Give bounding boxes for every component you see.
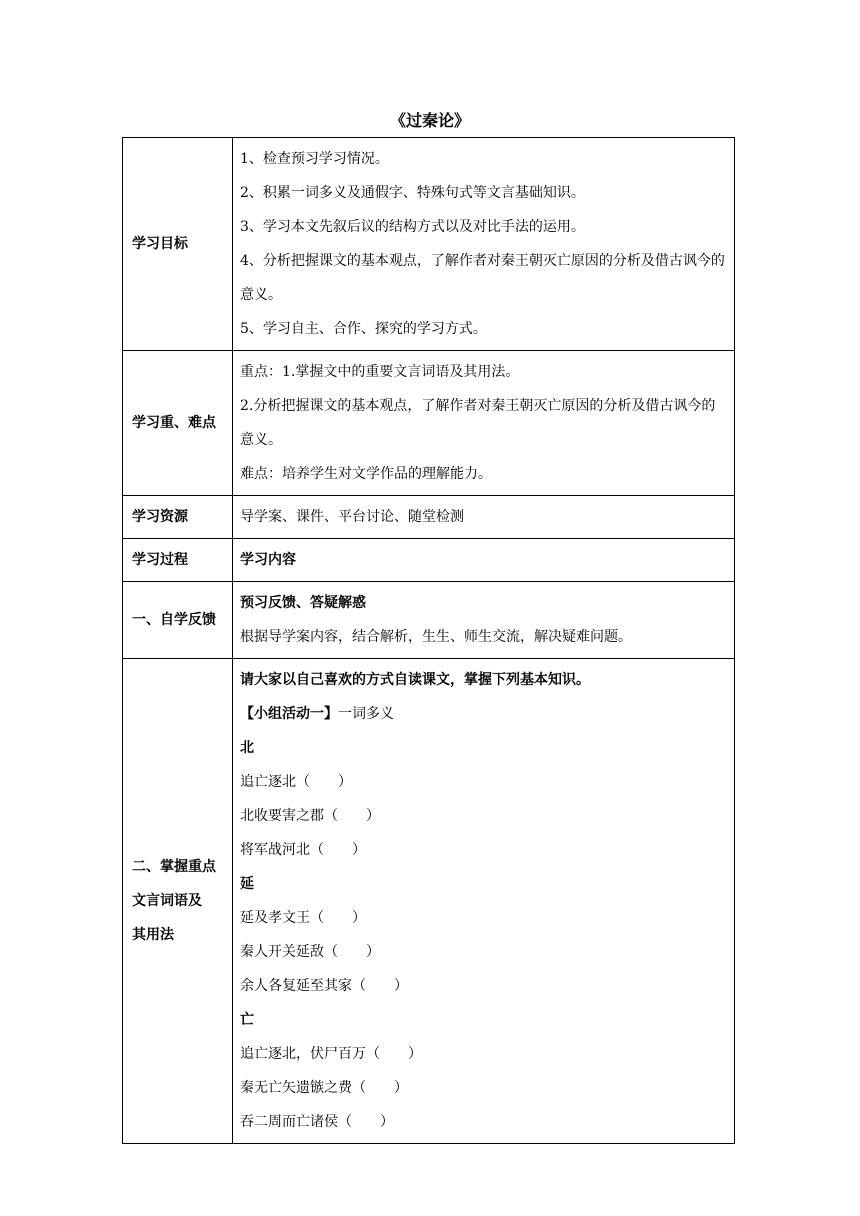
difficulty-point: 难点：培养学生对文学作品的理解能力。	[240, 466, 492, 482]
section2-intro: 请大家以自己喜欢的方式自读课文，掌握下列基本知识。	[240, 672, 590, 688]
resources-label: 学习资源	[123, 496, 233, 539]
activity-title: 【小组活动一】	[240, 706, 338, 722]
document-title: 《过秦论》	[389, 111, 470, 130]
exercise-item: 吞二周而亡诸侯（ ）	[240, 1114, 394, 1130]
section2-label-line-2: 文言词语及	[132, 893, 202, 909]
word-group-char: 北	[240, 740, 254, 756]
key-points-label: 学习重、难点	[123, 351, 233, 496]
key-points-row	[123, 351, 735, 496]
section2-label-line-1: 二、掌握重点	[132, 859, 216, 875]
goals-label: 学习目标	[123, 138, 233, 351]
goal-item-3: 3、学习本文先叙后议的结构方式以及对比手法的运用。	[240, 219, 585, 235]
resources-row	[123, 496, 735, 539]
activity-topic: 一词多义	[338, 706, 394, 722]
word-group-char: 延	[240, 876, 254, 892]
exercise-item: 延及孝文王（ ）	[240, 910, 366, 926]
goal-item-1: 1、检查预习学习情况。	[240, 151, 389, 167]
word-group-char: 亡	[240, 1012, 254, 1028]
resources-value: 导学案、课件、平台讨论、随堂检测	[233, 496, 735, 539]
key-point-1: 重点：1.掌握文中的重要文言词语及其用法。	[240, 364, 520, 380]
section2-row	[123, 659, 735, 1144]
lesson-plan-table	[122, 137, 735, 1144]
section1-heading: 预习反馈、答疑解惑	[240, 595, 366, 611]
exercise-item: 余人各复延至其家（ ）	[240, 978, 408, 994]
process-value: 学习内容	[233, 539, 735, 582]
section1-text: 根据导学案内容，结合解析，生生、师生交流，解决疑难问题。	[240, 629, 632, 645]
goal-item-2: 2、积累一词多义及通假字、特殊句式等文言基础知识。	[240, 185, 585, 201]
goals-content	[233, 138, 735, 351]
section2-label	[123, 659, 233, 1144]
goals-row	[123, 138, 735, 351]
section2-label-line-3: 其用法	[132, 927, 174, 943]
exercise-item: 北收要害之郡（ ）	[240, 808, 380, 824]
activity-line	[240, 697, 727, 731]
section1-label: 一、自学反馈	[123, 582, 233, 659]
key-points-content	[233, 351, 735, 496]
section2-content	[233, 659, 735, 1144]
exercise-item: 秦无亡矢遗镞之费（ ）	[240, 1080, 408, 1096]
goal-item-4: 4、分析把握课文的基本观点，了解作者对秦王朝灭亡原因的分析及借古讽今的意义。	[240, 253, 725, 303]
section1-content	[233, 582, 735, 659]
exercise-item: 追亡逐北（ ）	[240, 774, 352, 790]
exercise-item: 追亡逐北，伏尸百万（ ）	[240, 1046, 422, 1062]
exercise-item: 将军战河北（ ）	[240, 842, 366, 858]
process-label: 学习过程	[123, 539, 233, 582]
key-point-2: 2.分析把握课文的基本观点，了解作者对秦王朝灭亡原因的分析及借古讽今的意义。	[240, 398, 716, 448]
section1-row	[123, 582, 735, 659]
goal-item-5: 5、学习自主、合作、探究的学习方式。	[240, 321, 487, 337]
exercise-item: 秦人开关延敌（ ）	[240, 944, 380, 960]
process-row	[123, 539, 735, 582]
